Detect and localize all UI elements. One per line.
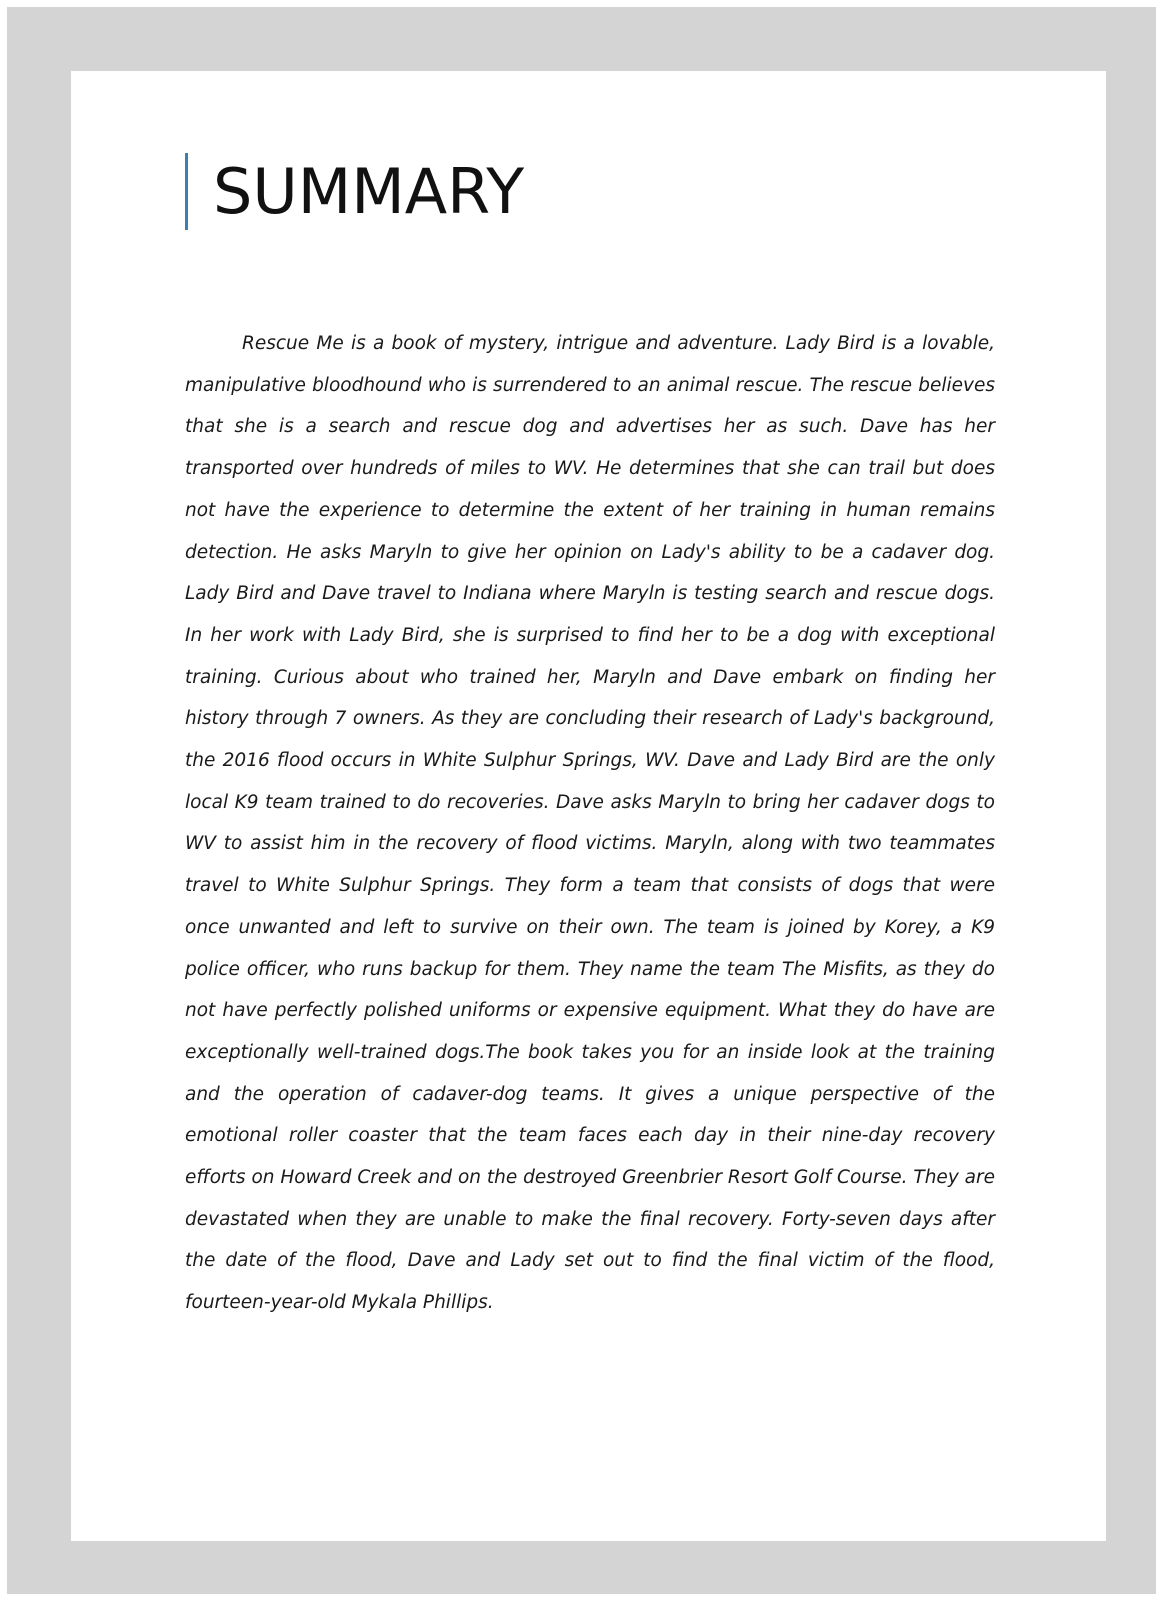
summary-paragraph: Rescue Me is a book of mystery, intrigue and adventure. Lady Bird is a lovable, manipulative bloodhound who is surrendered to an animal rescue. The rescue believes that she is a search and rescue dog and advertises her as such. Dave has her transported over hundreds of miles to WV. He determines that she can trail but does not have the experience to determine the extent of her training in human remains detection. He asks Maryln to give her opinion on Lady's ability to be a cadaver dog. Lady Bird and Dave travel to Indiana where Maryln is testing search and rescue dogs. In her work with Lady Bird, she is surprised to find her to be a dog with exceptional training. Curious about who trained her, Maryln and Dave embark on finding her history through 7 owners. As they are concluding their research of Lady's background, the 2016 flood occurs in White Sulphur Springs, WV. Dave and Lady Bird are the only local K9 team trained to do recoveries. Dave asks Maryln to bring her cadaver dogs to WV to assist him in the recovery of flood victims. Maryln, along with two teammates travel to White Sulphur Springs. They form a team that consists of dogs that were once unwanted and left to survive on their own. The team is joined by Korey, a K9 police officer, who runs backup for them. They name the team The Misfits, as they do not have perfectly polished uniforms or expensive equipment. What they do have are exceptionally well-trained dogs.The book takes you for an inside look at the training and the operation of cadaver-dog teams. It gives a unique perspective of the emotional roller coaster that the team faces each day in their nine-day recovery efforts on Howard Creek and on the destroyed Greenbrier Resort Golf Course. They are devastated when they are unable to make the final recovery. Forty-seven days after the date of the flood, Dave and Lady set out to find the final victim of the flood, fourteen-year-old Mykala Phillips. — [185, 333, 995, 1314]
title-accent-bar — [185, 153, 188, 230]
document-page — [71, 71, 1106, 1541]
page-title: SUMMARY — [213, 155, 525, 228]
page-frame — [7, 7, 1156, 1594]
